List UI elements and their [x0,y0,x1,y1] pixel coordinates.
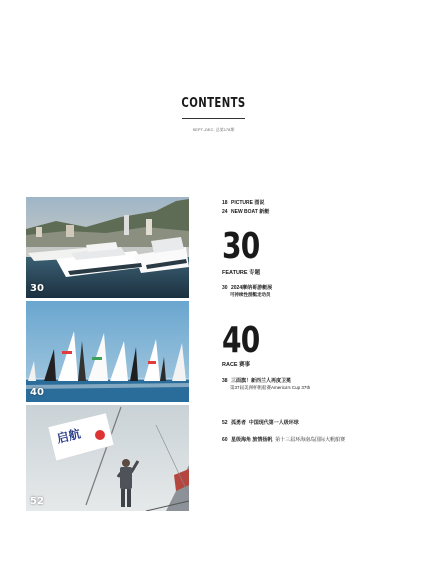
toc-entry-new-boat[interactable] [222,208,269,215]
yacht-show-image [26,197,189,298]
toc-title: 三面旗！新西兰人再度卫冕 [231,378,292,384]
toc-page: 60 [222,437,228,443]
toc-entry-hainan-regatta[interactable] [222,436,345,443]
toc-desc: 中国现代第一人级环球 [248,420,299,426]
race-big-number: 40 [222,320,260,361]
toc-page: 24 [222,209,228,215]
toc-page: 52 [222,420,228,426]
toc-title: 孤勇者 [231,420,247,426]
toc-title: 星级海角 旅情扬帆 [231,437,273,443]
issue-label: SEPT.-DEC. 总第178期 [192,127,235,132]
race-section-label: RACE 赛事 [222,362,251,368]
toc-entry-monaco[interactable] [222,284,272,291]
photo-page-number: 40 [30,387,44,398]
toc-title: NEW BOAT 新艇 [231,209,270,215]
toc-entry-subtitle: 第37届美洲杯帆船赛America’s Cup 37th [230,385,311,390]
toc-entry-picture[interactable] [222,199,264,206]
toc-page: 18 [222,200,228,206]
photo-sailor-flag[interactable] [26,405,189,511]
toc-entry-solo-sailor[interactable] [222,419,299,426]
toc-page: 30 [222,285,228,291]
title-divider [182,118,245,119]
photo-regatta[interactable] [26,301,189,402]
toc-title: PICTURE 图说 [231,200,265,206]
feature-section-label: FEATURE 专题 [222,270,261,276]
sailor-flag-image [26,405,189,511]
toc-title: 2024摩纳哥游艇展 [231,285,273,291]
regatta-image [26,301,189,402]
toc-entry-americas-cup[interactable] [222,377,291,384]
feature-big-number: 30 [222,226,260,267]
photo-yacht-show[interactable] [26,197,189,298]
contents-title: CONTENTS [181,96,246,111]
toc-page: 38 [222,378,228,384]
toc-entry-subtitle: 可持续性游艇走动员 [230,292,271,297]
photo-page-number: 30 [30,283,44,294]
flag-lettering: 启航 [55,426,83,446]
toc-desc: 第十三届环海南岛国际大帆船赛 [275,437,346,443]
photo-page-number: 52 [30,496,44,507]
